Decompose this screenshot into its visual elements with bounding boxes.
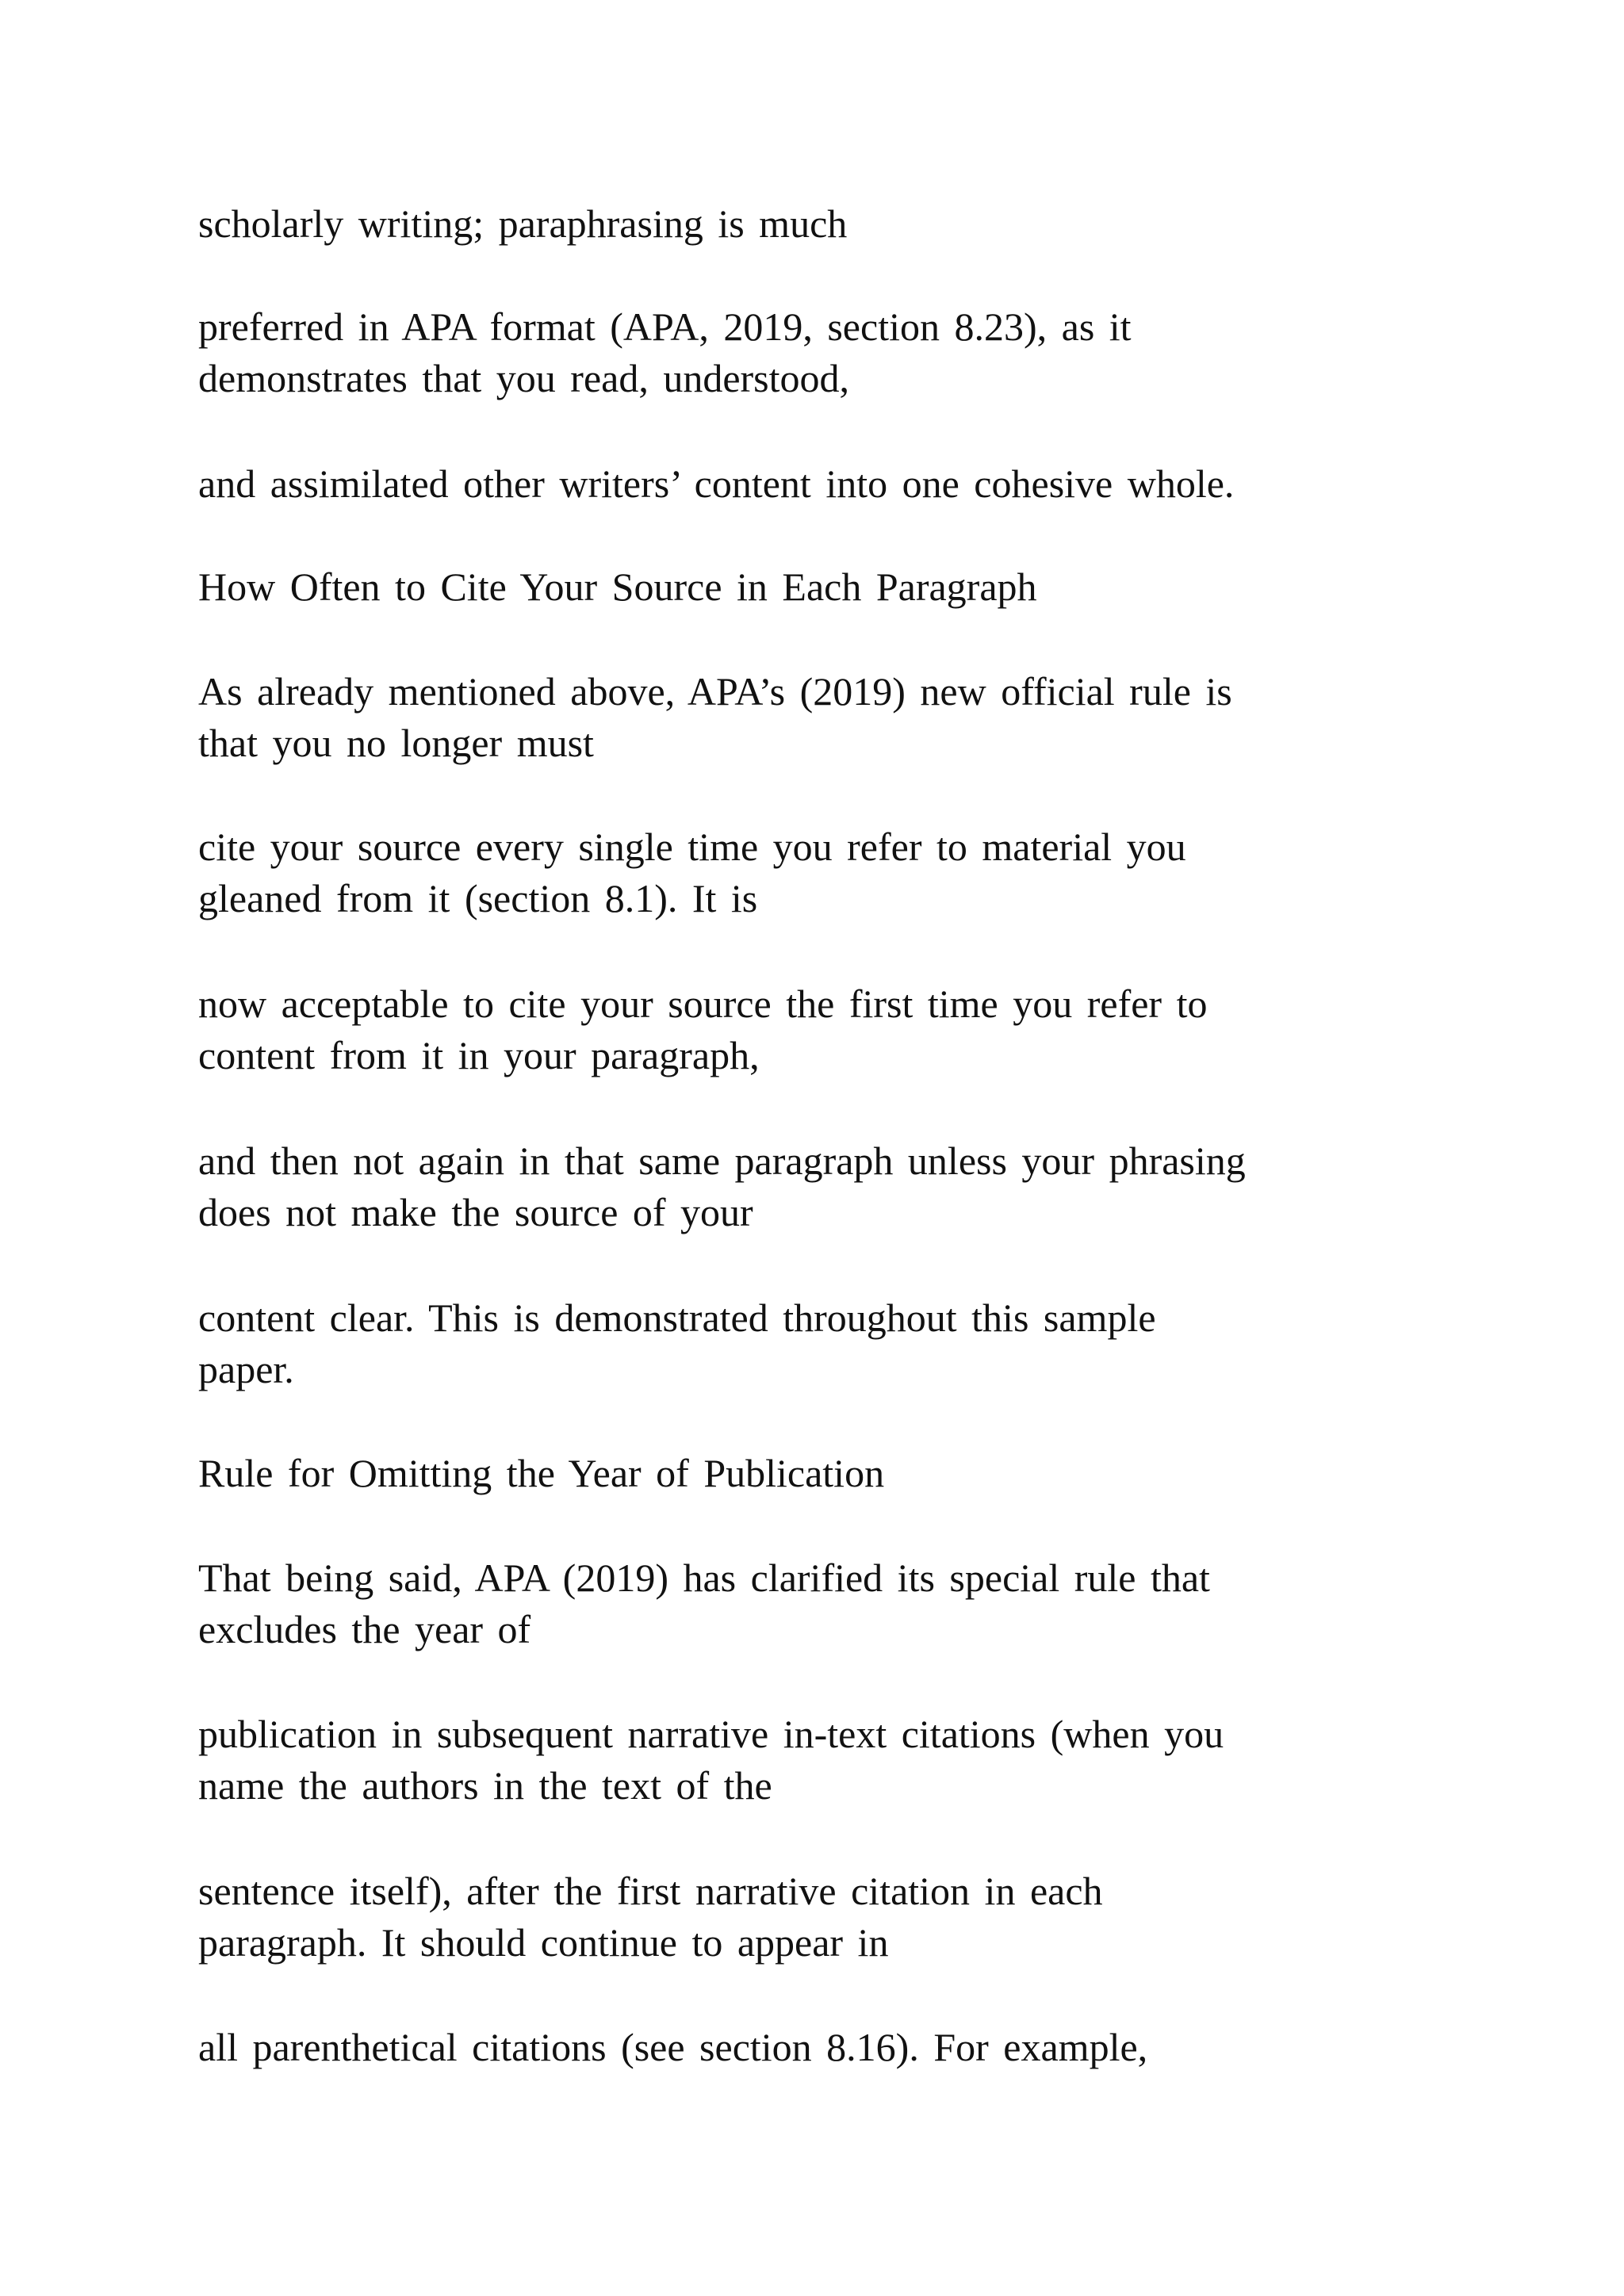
paragraph-sentence-itself: sentence itself), after the first narrative citation in each paragraph. It should continue to appear in bbox=[198, 1869, 1103, 1965]
paragraph-assimilated: and assimilated other writers’ content into one cohesive whole. bbox=[198, 461, 1235, 506]
paragraph-scholarly-writing: scholarly writing; paraphrasing is much bbox=[198, 201, 848, 246]
paragraph-all-parenthetical: all parenthetical citations (see section 8.16). For example, bbox=[198, 2025, 1148, 2069]
paragraph-publication-narrative: publication in subsequent narrative in-text citations (when you name the authors in the text of the bbox=[198, 1712, 1224, 1808]
paragraph-already-mentioned: As already mentioned above, APA’s (2019) new official rule is that you no longer must bbox=[198, 669, 1232, 765]
paragraph-content-clear: content clear. This is demonstrated throughout this sample paper. bbox=[198, 1295, 1156, 1391]
heading-rule-omitting-year: Rule for Omitting the Year of Publication bbox=[198, 1451, 885, 1495]
paragraph-cite-every-time: cite your source every single time you refer to material you gleaned from it (section 8.1). It is bbox=[198, 825, 1186, 920]
heading-how-often-to-cite: How Often to Cite Your Source in Each Paragraph bbox=[198, 564, 1037, 609]
paragraph-now-acceptable: now acceptable to cite your source the first time you refer to content from it in your paragraph, bbox=[198, 982, 1208, 1077]
paragraph-preferred-apa: preferred in APA format (APA, 2019, section 8.23), as it demonstrates that you read, understood, bbox=[198, 304, 1132, 400]
paragraph-that-being-said: That being said, APA (2019) has clarified its special rule that excludes the year of bbox=[198, 1556, 1210, 1651]
paragraph-then-not-again: and then not again in that same paragraph unless your phrasing does not make the source of your bbox=[198, 1138, 1246, 1234]
